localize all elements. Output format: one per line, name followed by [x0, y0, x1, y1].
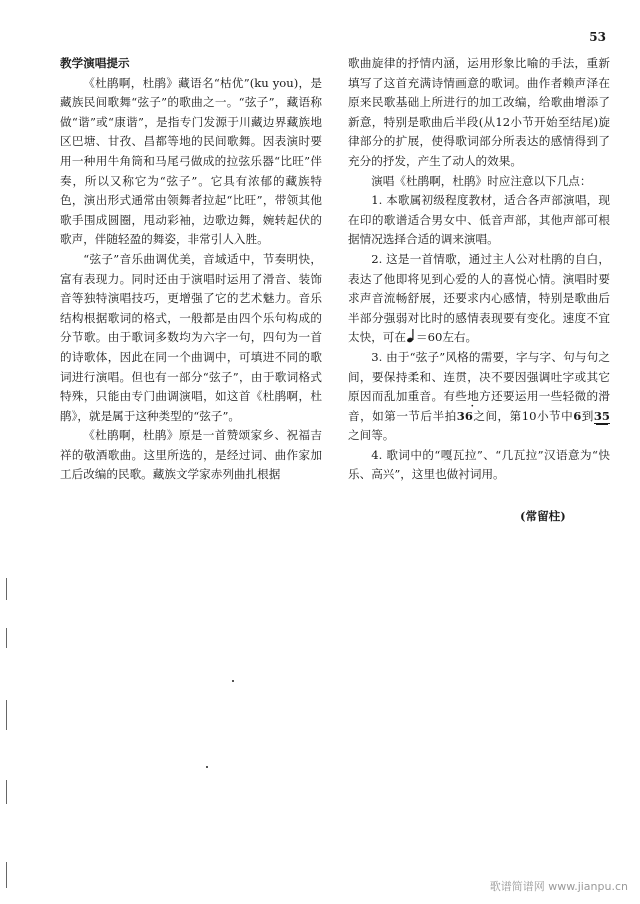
paragraph: “弦子”音乐曲调优美，音域适中，节奏明快，富有表现力。同时还由于演唱时运用了滑音、装饰音等独特演唱技巧，更增强了它的艺术魅力。音乐结构根据歌词的格式，一般都是由四个乐句构成的分节歌。由于歌词多数均为六字一句，四句为一首的诗歌体，因此在同一个曲调中，可填进不同的歌词进行演唱。但也有一部分“弦子”，由于歌词格式特殊，只能由专门曲调演唱，如这首《杜鹃啊，杜鹃》，就是属于这种类型的“弦子”。: [60, 251, 322, 423]
scan-margin-marks: [0, 0, 20, 904]
right-column: [348, 54, 610, 485]
paragraph: 歌曲旋律的抒情内涵，运用形象比喻的手法，重新填写了这首充满诗情画意的歌词。曲作者赖声泽在原来民歌基础上所进行的加工改编，给歌曲增添了新意，特别是歌曲后半段(从12小节开始至结尾)旋律部分的扩展，使得歌词部分所表达的感情得到了充分的抒发，产生了动人的效果。: [348, 56, 610, 168]
point-3-text: 之间，第10小节中: [472, 408, 574, 423]
point-3-text: 之间等。: [348, 428, 395, 443]
page-number: 53: [589, 30, 606, 44]
point-3-text: 3. 由于“弦子”风格的需要，字与字、句与句之间，要保持柔和、连贯，决不要因强调吐字或其它原因而乱加重音。有些地方还要运用一些轻微的滑音，如第一节后半拍: [348, 349, 610, 423]
note-6-bar10: 6: [573, 408, 582, 423]
tempo-value: ＝60左右。: [415, 330, 478, 345]
point-2: [348, 250, 610, 348]
quarter-note-icon: [407, 329, 415, 343]
paragraph: 演唱《杜鹃啊，杜鹃》时应注意以下几点：: [371, 173, 592, 188]
point-3: [348, 348, 610, 446]
point-3-text: 到: [581, 408, 594, 423]
left-column: [60, 54, 322, 485]
point-4: 4. 歌词中的“嘎瓦拉”、“几瓦拉”汉语意为“快乐、高兴”，这里也做衬词用。: [348, 447, 610, 482]
watermark: 歌谱简谱网 www.jianpu.cn: [489, 880, 628, 893]
section-heading: 教学演唱提示: [60, 56, 130, 70]
note-35: 35: [593, 408, 610, 423]
author-signature: (常留柱): [520, 509, 566, 523]
octave-dot-icon: ·: [470, 401, 474, 412]
point-1: 1. 本歌属初级程度教材，适合各声部演唱，现在印的歌谱适合男女中、低音声部，其他声部可根据情况选择合适的调来演唱。: [348, 193, 610, 247]
paragraph: 《杜鹃啊，杜鹃》原是一首赞颂家乡、祝福吉祥的敬酒歌曲。这里所选的，是经过词、曲作家加工后改编的民歌。藏族文学家赤列曲扎根据: [60, 428, 322, 482]
scan-speck: [232, 680, 234, 682]
scan-speck: [206, 766, 208, 768]
note-3-high: · 3: [457, 409, 465, 423]
note-6: 6: [464, 408, 473, 423]
point-2-text: 2. 这是一首情歌，通过主人公对杜鹃的自白，表达了他即将见到心爱的人的喜悦心情。演唱时要求声音流畅舒展，还要求内心感情，特别是歌曲后半部分强弱对比时的感情表现要有变化。速度不宜太快，可在: [348, 251, 610, 345]
paragraph: 《杜鹃啊，杜鹃》藏语名“枯优”(ku you)，是藏族民间歌舞“弦子”的歌曲之一。“弦子”，藏语称做“谐”或“康谐”，是指专门发源于川藏边界藏族地区巴塘、甘孜、昌都等地的民间歌舞。因表演时要用一种用牛角筒和马尾弓做成的拉弦乐器“比旺”伴奏，所以又称它为“弦子”。它具有浓郁的藏族特色，演出形式通常由领舞者拉起“比旺”，带领其他歌手围成圆圈，甩动彩袖，边歌边舞，婉转起伏的歌声，伴随轻盈的舞姿，非常引人入胜。: [60, 75, 322, 247]
